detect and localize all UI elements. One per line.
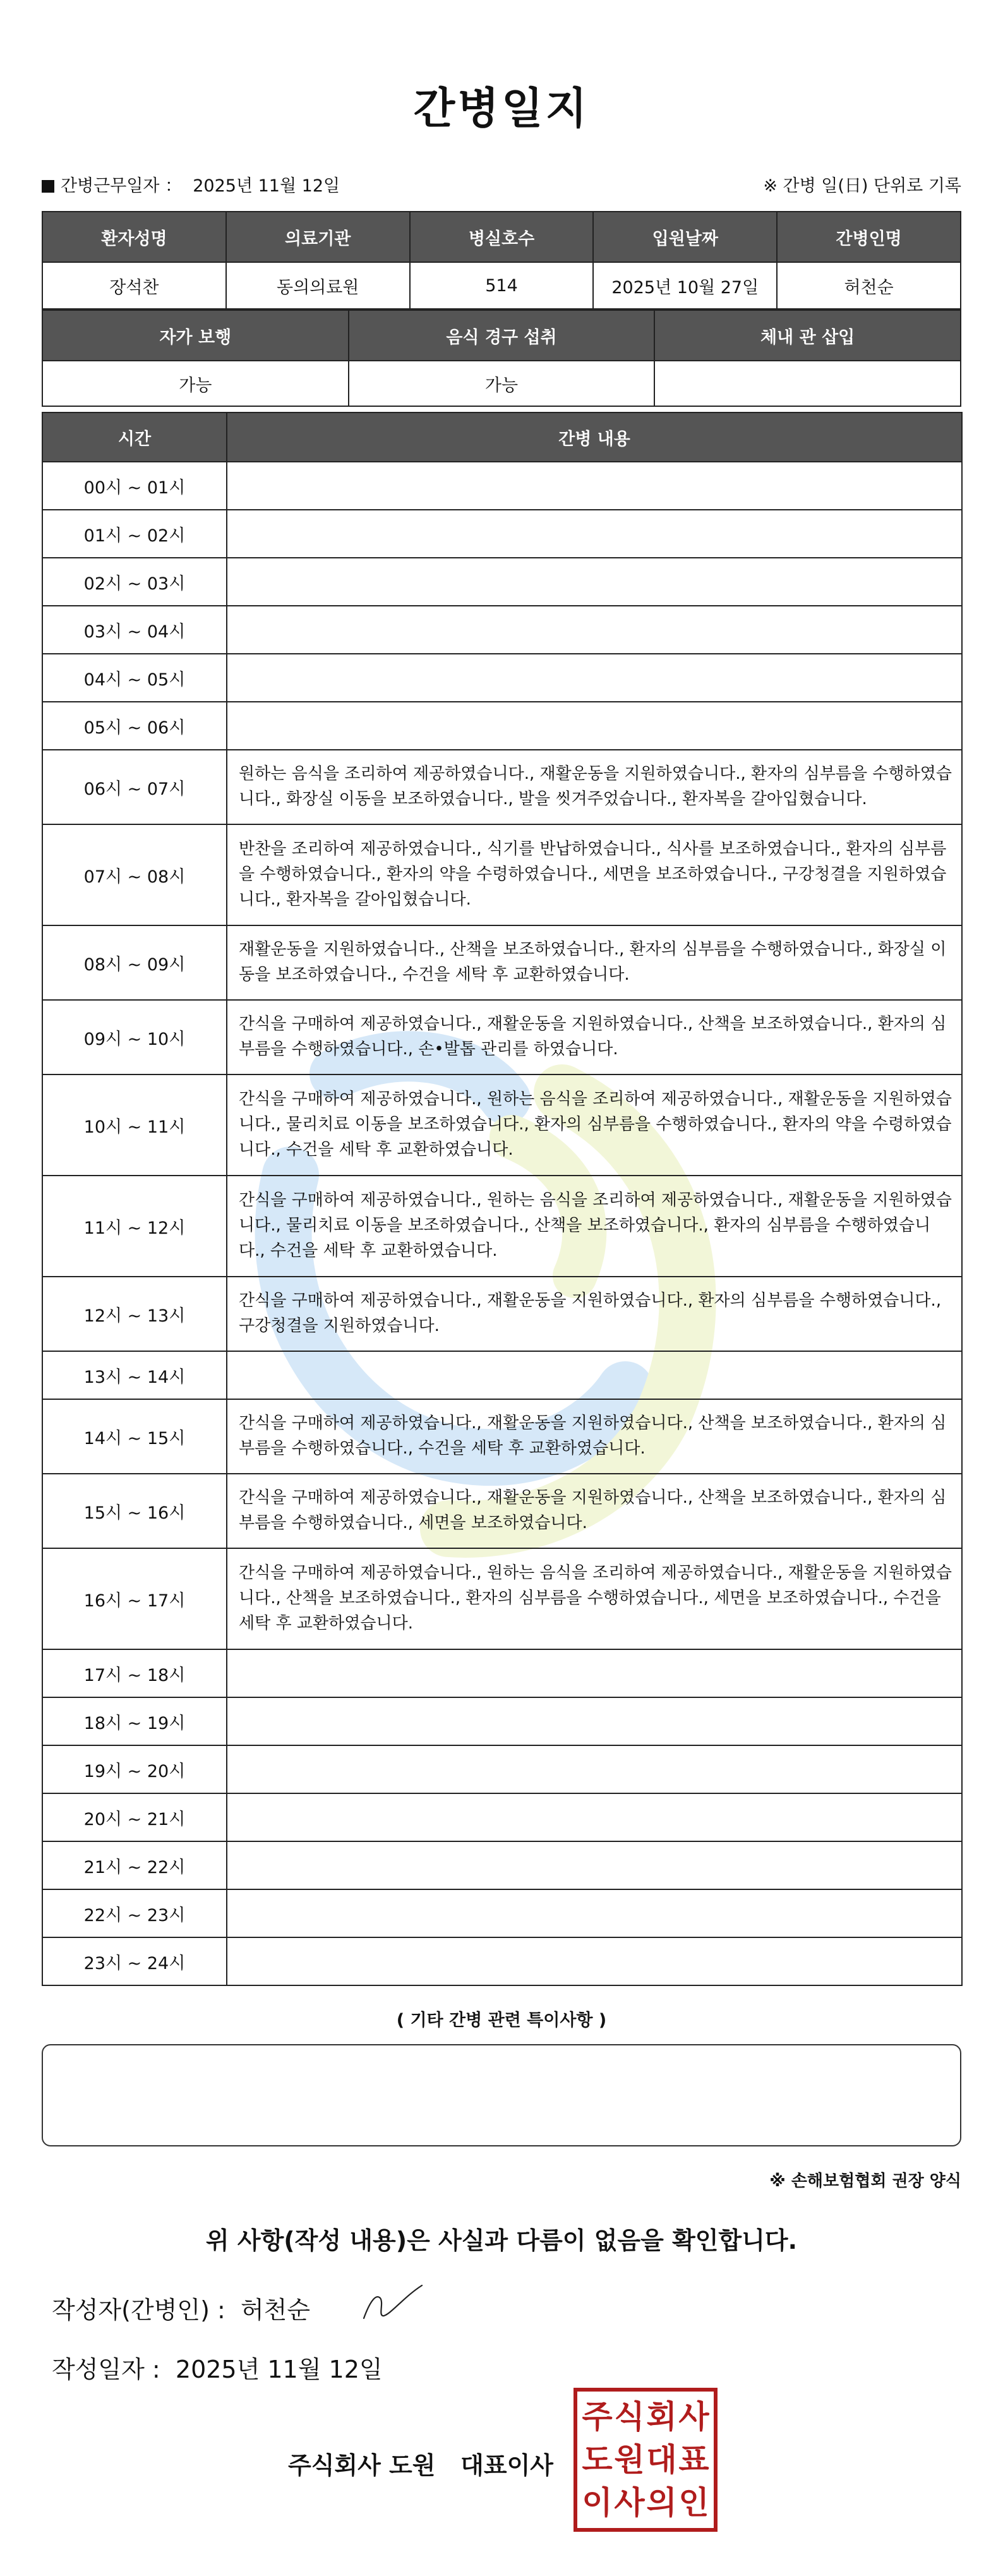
table-row: [42, 262, 961, 309]
content-cell: 재활운동을 지원하였습니다., 산책을 보조하였습니다., 환자의 심부름을 수행하였습니다., 화장실 이동을 보조하였습니다., 수건을 세탁 후 교환하였습니다.: [227, 925, 962, 1000]
time-cell: 18시 ~ 19시: [42, 1697, 227, 1745]
time-cell: 13시 ~ 14시: [42, 1351, 227, 1399]
work-date-label: 간병근무일자 ：: [61, 176, 183, 196]
time-cell: 14시 ~ 15시: [42, 1399, 227, 1474]
table-row: [42, 702, 962, 750]
table-row: [42, 1745, 962, 1793]
content-cell: [227, 558, 962, 606]
table-row: [42, 1841, 962, 1889]
writer-label: 작성자(간병인) :: [52, 2296, 225, 2324]
content-cell: [227, 606, 962, 654]
table-row: [42, 1889, 962, 1937]
content-cell: 간식을 구매하여 제공하였습니다., 재활운동을 지원하였습니다., 산책을 보조하였습니다., 환자의 심부름을 수행하였습니다., 수건을 세탁 후 교환하였습니다.: [227, 1399, 962, 1474]
work-date-value: 2025년 11월 12일: [193, 176, 340, 196]
content-cell: 반찬을 조리하여 제공하였습니다., 식기를 반납하였습니다., 식사를 보조하였습니다., 환자의 심부름을 수행하였습니다., 환자의 약을 수령하였습니다., 세면을 보조하였습니다., 구강청결을 지원하였습니다., 환자복을 갈아입혔습니다.: [227, 824, 962, 925]
seal-char: 사: [678, 2398, 709, 2435]
caregiver-name: 허천순: [777, 262, 961, 309]
time-cell: 01시 ~ 02시: [42, 510, 227, 558]
time-cell: 15시 ~ 16시: [42, 1474, 227, 1548]
table-row: [42, 558, 962, 606]
table-row: [42, 1351, 962, 1399]
table-row: [42, 1937, 962, 1985]
column-header: 음식 경구 섭취: [349, 310, 655, 361]
written-date-value: 2025년 11월 12일: [175, 2356, 383, 2383]
content-cell: 간식을 구매하여 제공하였습니다., 원하는 음식을 조리하여 제공하였습니다., 재활운동을 지원하였습니다., 산책을 보조하였습니다., 환자의 심부름을 수행하였습니다., 세면을 보조하였습니다., 수건을 세탁 후 교환하였습니다.: [227, 1548, 962, 1649]
admission-date: 2025년 10월 27일: [593, 262, 777, 309]
table-row: [42, 1176, 962, 1277]
content-cell: [227, 1793, 962, 1841]
table-row: [42, 462, 962, 510]
table-row: [42, 654, 962, 702]
source-note: ※ 손해보험협회 권장 양식: [769, 2172, 961, 2191]
content-cell: 원하는 음식을 조리하여 제공하였습니다., 재활운동을 지원하였습니다., 환자의 심부름을 수행하였습니다., 화장실 이동을 보조하였습니다., 발을 씻겨주었습니다., 환자복을 갈아입혔습니다.: [227, 750, 962, 824]
company-name: 주식회사 도원 대표이사: [288, 2452, 553, 2479]
column-header: 간병인명: [777, 212, 961, 262]
seal-char: 의: [646, 2484, 677, 2521]
time-cell: 04시 ~ 05시: [42, 654, 227, 702]
time-cell: 10시 ~ 11시: [42, 1074, 227, 1176]
time-cell: 22시 ~ 23시: [42, 1889, 227, 1937]
column-header: 시간: [42, 412, 227, 462]
work-date: [42, 172, 340, 196]
time-cell: 20시 ~ 21시: [42, 1793, 227, 1841]
content-cell: 간식을 구매하여 제공하였습니다., 원하는 음식을 조리하여 제공하였습니다., 재활운동을 지원하였습니다., 물리치료 이동을 보조하였습니다., 환자의 심부름을 수행하였습니다., 환자의 약을 수령하였습니다., 수건을 세탁 후 교환하였습니다.: [227, 1074, 962, 1176]
table-row: [42, 1649, 962, 1697]
seal-char: 대: [646, 2441, 677, 2478]
seal-char: 사: [614, 2484, 645, 2521]
time-cell: 00시 ~ 01시: [42, 462, 227, 510]
content-cell: [227, 1841, 962, 1889]
time-cell: 03시 ~ 04시: [42, 606, 227, 654]
time-cell: 11시 ~ 12시: [42, 1176, 227, 1277]
time-cell: 09시 ~ 10시: [42, 1000, 227, 1074]
column-header: 간병 내용: [227, 412, 962, 462]
content-cell: [227, 1697, 962, 1745]
table-row: [42, 1474, 962, 1548]
patient-status-table: [42, 310, 961, 407]
seal-char: 도: [582, 2441, 613, 2478]
seal-char: 회: [646, 2398, 677, 2435]
content-cell: 간식을 구매하여 제공하였습니다., 원하는 음식을 조리하여 제공하였습니다., 재활운동을 지원하였습니다., 물리치료 이동을 보조하였습니다., 산책을 보조하였습니다., 환자의 심부름을 수행하였습니다., 수건을 세탁 후 교환하였습니다.: [227, 1176, 962, 1277]
content-cell: [227, 510, 962, 558]
content-cell: [227, 462, 962, 510]
table-row: [42, 1277, 962, 1351]
content-cell: [227, 1889, 962, 1937]
time-cell: 21시 ~ 22시: [42, 1841, 227, 1889]
column-header: 자가 보행: [42, 310, 349, 361]
notes-box[interactable]: [42, 2044, 961, 2146]
time-cell: 02시 ~ 03시: [42, 558, 227, 606]
column-header: 병실호수: [410, 212, 594, 262]
time-cell: 05시 ~ 06시: [42, 702, 227, 750]
content-cell: 간식을 구매하여 제공하였습니다., 재활운동을 지원하였습니다., 산책을 보조하였습니다., 환자의 심부름을 수행하였습니다., 세면을 보조하였습니다.: [227, 1474, 962, 1548]
care-log-table: [42, 412, 963, 1986]
square-bullet-icon: [42, 180, 54, 193]
table-row: [42, 1399, 962, 1474]
content-cell: [227, 1351, 962, 1399]
seal-char: 이: [582, 2484, 613, 2521]
table-header-row: [42, 310, 961, 361]
page-title: 간병일지: [413, 84, 590, 134]
column-header: 체내 관 삽입: [654, 310, 961, 361]
time-cell: 23시 ~ 24시: [42, 1937, 227, 1985]
time-cell: 17시 ~ 18시: [42, 1649, 227, 1697]
content-cell: 간식을 구매하여 제공하였습니다., 재활운동을 지원하였습니다., 환자의 심부름을 수행하였습니다., 구강청결을 지원하였습니다.: [227, 1277, 962, 1351]
unit-note: ※ 간병 일(日) 단위로 기록: [763, 176, 961, 196]
room-number: 514: [410, 262, 594, 309]
content-cell: [227, 654, 962, 702]
confirmation-statement: 위 사항(작성 내용)은 사실과 다름이 없음을 확인합니다.: [205, 2227, 798, 2254]
column-header: 의료기관: [226, 212, 410, 262]
seal-char: 표: [678, 2441, 709, 2478]
writer-line: [52, 2290, 310, 2325]
seal-char: 주: [582, 2398, 613, 2435]
written-date-line: [52, 2350, 383, 2385]
table-row: [42, 1548, 962, 1649]
seal-char: 인: [678, 2484, 709, 2521]
content-cell: [227, 1745, 962, 1793]
time-cell: 16시 ~ 17시: [42, 1548, 227, 1649]
hospital-name: 동의의료원: [226, 262, 410, 309]
patient-name: 장석찬: [42, 262, 226, 309]
table-row: [42, 1074, 962, 1176]
time-cell: 06시 ~ 07시: [42, 750, 227, 824]
table-row: [42, 361, 961, 406]
notes-heading: ( 기타 간병 관련 특이사항 ): [396, 2011, 607, 2030]
time-cell: 07시 ~ 08시: [42, 824, 227, 925]
column-header: 환자성명: [42, 212, 226, 262]
oral-intake-status: 가능: [349, 361, 655, 406]
written-date-label: 작성일자 :: [52, 2356, 160, 2383]
column-header: 입원날짜: [593, 212, 777, 262]
content-cell: [227, 702, 962, 750]
content-cell: [227, 1649, 962, 1697]
seal-char: 원: [614, 2441, 645, 2478]
table-header-row: [42, 412, 962, 462]
writer-name: 허천순: [240, 2296, 311, 2324]
company-seal: [574, 2388, 718, 2532]
table-row: [42, 1793, 962, 1841]
walking-status: 가능: [42, 361, 349, 406]
time-cell: 19시 ~ 20시: [42, 1745, 227, 1793]
table-row: [42, 1697, 962, 1745]
patient-info-table: [42, 211, 961, 310]
tube-status: [654, 361, 961, 406]
signature: [359, 2279, 428, 2330]
content-cell: 간식을 구매하여 제공하였습니다., 재활운동을 지원하였습니다., 산책을 보조하였습니다., 환자의 심부름을 수행하였습니다., 손•발톱 관리를 하였습니다.: [227, 1000, 962, 1074]
table-row: [42, 510, 962, 558]
table-header-row: [42, 212, 961, 262]
content-cell: [227, 1937, 962, 1985]
table-row: [42, 1000, 962, 1074]
table-row: [42, 606, 962, 654]
time-cell: 08시 ~ 09시: [42, 925, 227, 1000]
table-row: [42, 925, 962, 1000]
seal-char: 식: [614, 2398, 645, 2435]
table-row: [42, 750, 962, 824]
time-cell: 12시 ~ 13시: [42, 1277, 227, 1351]
table-row: [42, 824, 962, 925]
